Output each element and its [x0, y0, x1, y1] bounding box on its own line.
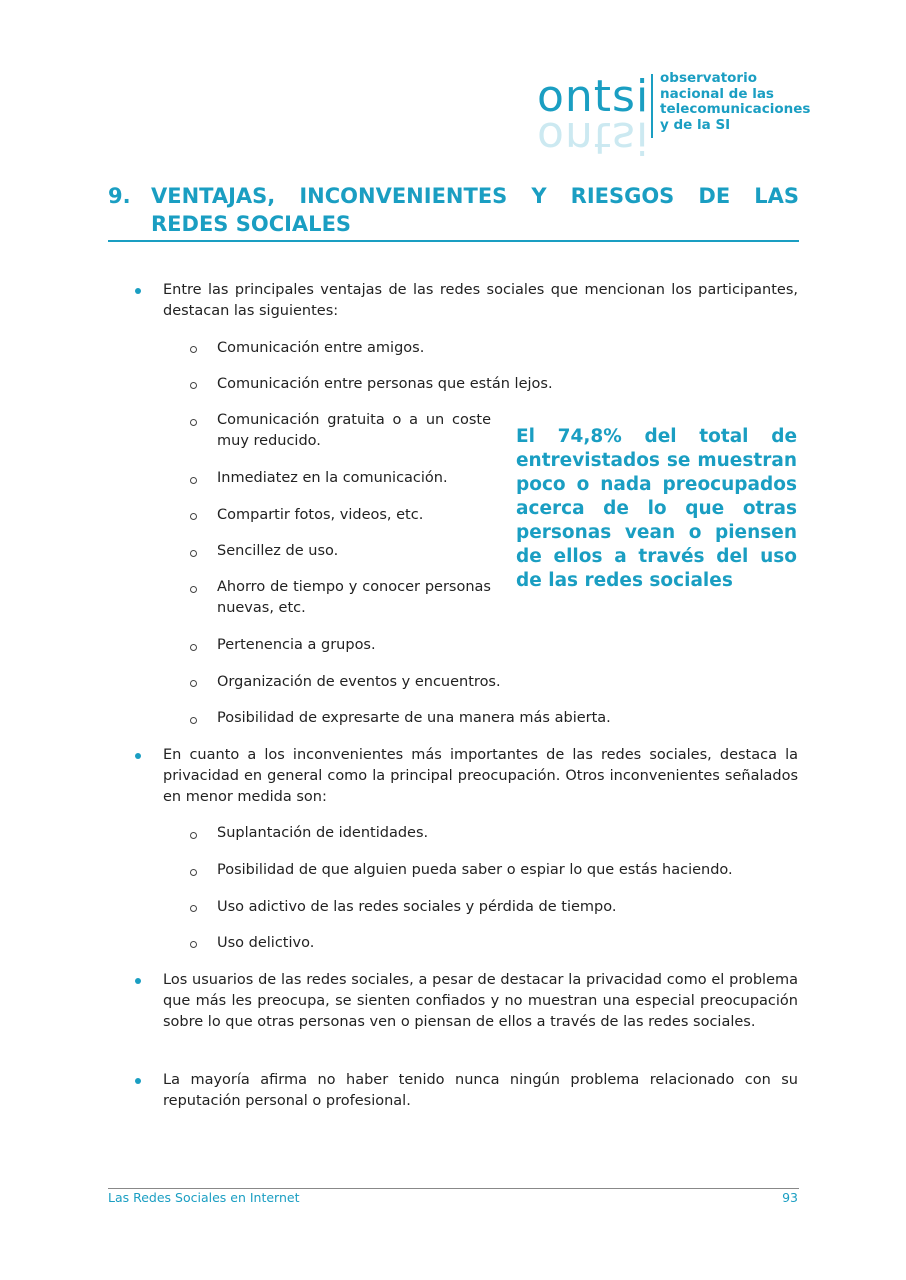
- logo-tagline: [660, 71, 810, 133]
- sub-bullet-circle: [190, 513, 197, 520]
- sub-bullet-circle: [190, 382, 197, 389]
- sub-bullet-circle: [190, 869, 197, 876]
- list-item: Uso adictivo de las redes sociales y pérdida de tiempo.: [217, 899, 617, 915]
- sub-bullet-circle: [190, 905, 197, 912]
- list-item: Posibilidad de expresarte de una manera más abierta.: [217, 710, 611, 726]
- ontsi-logo: [537, 70, 811, 163]
- list-item: Sencillez de uso.: [217, 543, 339, 559]
- sub-bullet-circle: [190, 717, 197, 724]
- heading-line-2: REDES SOCIALES: [151, 212, 352, 236]
- sub-bullet-circle: [190, 419, 197, 426]
- logo-tagline-line: nacional de las: [660, 85, 774, 102]
- highlight-callout: El 74,8% del total de entrevistados se muestran poco o nada preocupados acerca de lo que otras personas vean o piensen de ellos a través del uso de las redes sociales: [516, 426, 797, 591]
- sub-bullet-circle: [190, 680, 197, 687]
- sub-bullet-circle: [190, 586, 197, 593]
- sub-bullet-circle: [190, 346, 197, 353]
- sub-bullet-circle: [190, 832, 197, 839]
- list-item: Suplantación de identidades.: [217, 825, 429, 841]
- list-item: Pertenencia a grupos.: [217, 637, 376, 653]
- sub-bullet-circle: [190, 477, 197, 484]
- sub-bullet-circle: [190, 941, 197, 948]
- logo-wordmark: ontsi: [537, 71, 650, 122]
- logo-wordmark-reflection: ontsi: [537, 112, 650, 163]
- logo-tagline-line: telecomunicaciones: [660, 101, 811, 117]
- logo-tagline-line: y de la SI: [660, 116, 731, 133]
- paragraph-usuarios: Los usuarios de las redes sociales, a pesar de destacar la privacidad como el problema que más les preocupa, se sienten confiados y no muestran una especial preocupación sobre lo que otras personas ven o piensan de ellos a través de las redes sociales.: [163, 972, 798, 1030]
- list-item: Organización de eventos y encuentros.: [217, 674, 501, 690]
- bullet-dot: [135, 978, 141, 984]
- list-item: Inmediatez en la comunicación.: [217, 470, 448, 486]
- list-item: Uso delictivo.: [217, 935, 315, 951]
- list-item: Compartir fotos, videos, etc.: [217, 507, 424, 523]
- sub-bullet-circle: [190, 644, 197, 651]
- bullet-dot: [135, 288, 141, 294]
- heading-number: 9.: [108, 184, 131, 208]
- sub-bullet-circle: [190, 550, 197, 557]
- logo-separator: [651, 74, 653, 138]
- list-item: Comunicación entre personas que están lejos.: [217, 376, 553, 392]
- list-item: Posibilidad de que alguien pueda saber o espiar lo que estás haciendo.: [217, 862, 733, 878]
- paragraph-ventajas: Entre las principales ventajas de las redes sociales que mencionan los participantes, destacan las siguientes:: [163, 282, 798, 319]
- paragraph-mayoria: La mayoría afirma no haber tenido nunca ningún problema relacionado con su reputación personal o profesional.: [163, 1072, 798, 1109]
- logo-tagline-line: observatorio: [660, 70, 757, 86]
- bullet-dot: [135, 1078, 141, 1084]
- list-item: Ahorro de tiempo y conocer personas nuevas, etc.: [217, 579, 491, 616]
- heading-line-1: VENTAJAS, INCONVENIENTES Y RIESGOS DE LAS: [151, 184, 799, 208]
- paragraph-inconvenientes: En cuanto a los inconvenientes más importantes de las redes sociales, destaca la privacidad en general como la principal preocupación. Otros inconvenientes señalados en menor medida son:: [163, 747, 798, 805]
- footer-rule: [108, 1188, 799, 1189]
- page-number: 93: [782, 1190, 798, 1205]
- bullet-dot: [135, 753, 141, 759]
- list-item: Comunicación gratuita o a un coste muy reducido.: [217, 412, 491, 449]
- section-heading: [108, 182, 799, 242]
- footer-title: Las Redes Sociales en Internet: [108, 1190, 300, 1205]
- list-item: Comunicación entre amigos.: [217, 340, 425, 356]
